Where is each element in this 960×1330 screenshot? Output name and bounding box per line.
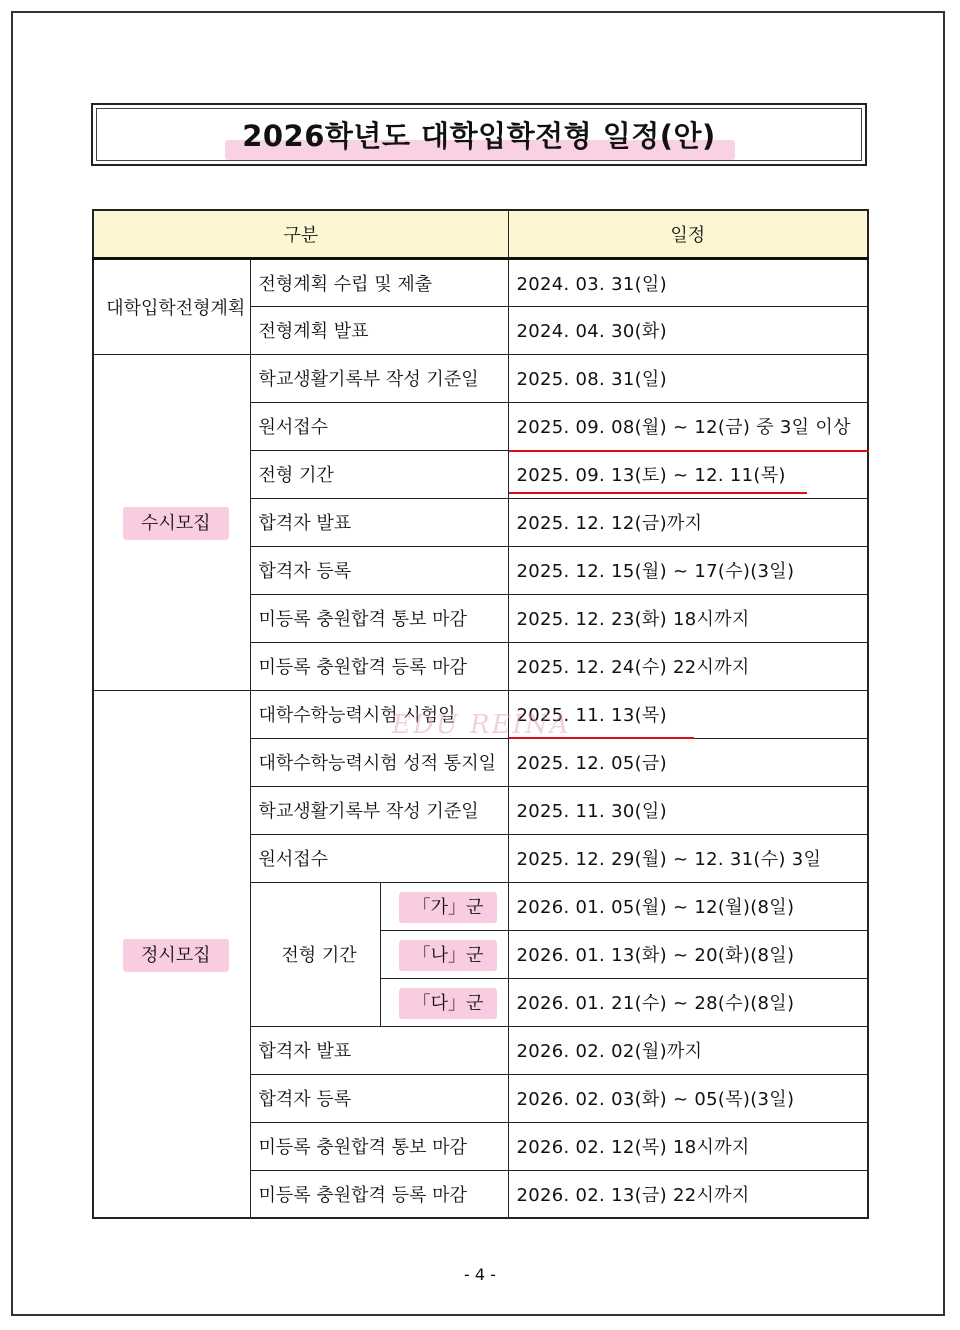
category-jeongsi bbox=[93, 690, 250, 1218]
item-cell: 합격자 등록 bbox=[250, 1074, 508, 1122]
red-underline bbox=[509, 492, 807, 494]
item-cell: 미등록 충원합격 통보 마감 bbox=[250, 594, 508, 642]
table-header-row bbox=[93, 210, 868, 258]
date-cell: 2024. 03. 31(일) bbox=[508, 258, 868, 306]
date-cell bbox=[508, 450, 868, 498]
item-cell: 미등록 충원합격 등록 마감 bbox=[250, 642, 508, 690]
item-cell: 합격자 발표 bbox=[250, 498, 508, 546]
schedule-table bbox=[92, 209, 869, 1219]
item-cell: 원서접수 bbox=[250, 834, 508, 882]
date-cell: 2025. 11. 30(일) bbox=[508, 786, 868, 834]
date-cell bbox=[508, 402, 868, 450]
date-cell: 2025. 08. 31(일) bbox=[508, 354, 868, 402]
item-cell: 대학수학능력시험 성적 통지일 bbox=[250, 738, 508, 786]
header-schedule: 일정 bbox=[508, 210, 868, 258]
category-plan-label: 대학입학전형계획 bbox=[106, 297, 246, 319]
date-cell: 2026. 02. 13(금) 22시까지 bbox=[508, 1170, 868, 1218]
header-category: 구분 bbox=[93, 210, 508, 258]
table-row bbox=[93, 690, 868, 738]
date-cell: 2026. 01. 13(화) ~ 20(화)(8일) bbox=[508, 930, 868, 978]
page-number: - 4 - bbox=[464, 1265, 496, 1284]
group-label: 「다」군 bbox=[399, 988, 498, 1019]
category-susi-label: 수시모집 bbox=[123, 507, 229, 540]
table-row bbox=[93, 258, 868, 306]
group-cell bbox=[380, 882, 508, 930]
item-cell: 대학수학능력시험 시험일 bbox=[250, 690, 508, 738]
date-text: 2025. 09. 13(토) ~ 12. 11(목) bbox=[516, 465, 786, 486]
group-cell bbox=[380, 930, 508, 978]
date-cell bbox=[508, 690, 868, 738]
date-cell: 2024. 04. 30(화) bbox=[508, 306, 868, 354]
item-cell: 미등록 충원합격 등록 마감 bbox=[250, 1170, 508, 1218]
category-jeongsi-label: 정시모집 bbox=[123, 939, 229, 972]
item-cell: 합격자 등록 bbox=[250, 546, 508, 594]
date-cell: 2025. 12. 05(금) bbox=[508, 738, 868, 786]
page-title: 2026학년도 대학입학전형 일정(안) bbox=[242, 119, 716, 153]
date-cell: 2026. 02. 02(월)까지 bbox=[508, 1026, 868, 1074]
item-cell: 전형계획 수립 및 제출 bbox=[250, 258, 508, 306]
item-cell: 미등록 충원합격 통보 마감 bbox=[250, 1122, 508, 1170]
item-cell: 전형 기간 bbox=[250, 450, 508, 498]
category-susi bbox=[93, 354, 250, 690]
date-cell: 2025. 12. 15(월) ~ 17(수)(3일) bbox=[508, 546, 868, 594]
item-cell: 전형계획 발표 bbox=[250, 306, 508, 354]
item-cell: 학교생활기록부 작성 기준일 bbox=[250, 354, 508, 402]
date-text: 2025. 11. 13(목) bbox=[516, 705, 667, 726]
category-plan bbox=[93, 258, 250, 354]
date-cell: 2025. 12. 23(화) 18시까지 bbox=[508, 594, 868, 642]
date-cell: 2026. 02. 03(화) ~ 05(목)(3일) bbox=[508, 1074, 868, 1122]
period-label: 전형 기간 bbox=[250, 882, 380, 1026]
date-cell: 2025. 12. 24(수) 22시까지 bbox=[508, 642, 868, 690]
table-row bbox=[93, 354, 868, 402]
group-cell bbox=[380, 978, 508, 1026]
item-cell: 합격자 발표 bbox=[250, 1026, 508, 1074]
date-text: 2025. 09. 08(월) ~ 12(금) 중 3일 이상 bbox=[516, 417, 851, 438]
group-label: 「나」군 bbox=[399, 940, 498, 971]
group-label: 「가」군 bbox=[399, 892, 498, 923]
item-cell: 학교생활기록부 작성 기준일 bbox=[250, 786, 508, 834]
watermark: EDU REINA bbox=[392, 710, 571, 740]
date-cell: 2026. 02. 12(목) 18시까지 bbox=[508, 1122, 868, 1170]
date-cell: 2025. 12. 29(월) ~ 12. 31(수) 3일 bbox=[508, 834, 868, 882]
date-cell: 2026. 01. 21(수) ~ 28(수)(8일) bbox=[508, 978, 868, 1026]
item-cell: 원서접수 bbox=[250, 402, 508, 450]
date-cell: 2025. 12. 12(금)까지 bbox=[508, 498, 868, 546]
date-cell: 2026. 01. 05(월) ~ 12(월)(8일) bbox=[508, 882, 868, 930]
